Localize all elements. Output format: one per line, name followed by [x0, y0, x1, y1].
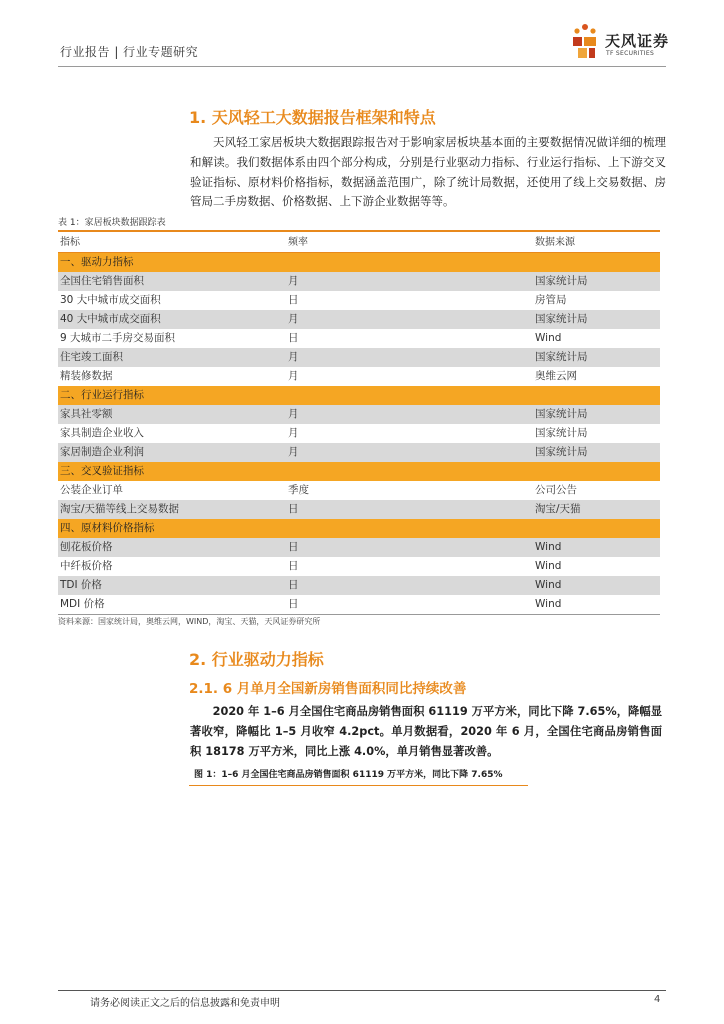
- table-cell: [286, 253, 533, 273]
- section-2-1-paragraph: 2020 年 1–6 月全国住宅商品房销售面积 61119 万平方米，同比下降 7.65%，降幅显著收窄，降幅比 1–5 月收窄 4.2pct。单月数据看，2020 年 6 月，全国住宅商品房销售面积 18178 万平方米，同比上涨 4.0%，单月销售显著改善。: [190, 705, 662, 758]
- table-cell: [286, 519, 533, 538]
- table-bottom-rule: [58, 614, 660, 615]
- column-header: 数据来源: [533, 232, 660, 253]
- table-cell: 日: [288, 560, 299, 572]
- table-cell: Wind: [533, 576, 660, 595]
- table-cell: 日: [288, 294, 299, 306]
- table-cell: Wind: [535, 560, 562, 572]
- table-section-row: [58, 462, 660, 481]
- tf-logo-icon: [567, 22, 603, 60]
- table-cell: 月: [288, 370, 299, 382]
- table-cell: [286, 462, 533, 481]
- logo-chinese-name: 天风证券: [605, 32, 670, 50]
- table-cell: 国家统计局: [533, 443, 660, 462]
- table-cell: 四、原材料价格指标: [58, 519, 286, 538]
- table-cell: 中纤板价格: [60, 560, 113, 572]
- page-number: 4: [654, 994, 661, 1005]
- table-cell: 日: [286, 538, 533, 557]
- table-cell: 月: [286, 405, 533, 424]
- table-cell: [533, 386, 660, 405]
- table-source-note: 资料来源：国家统计局，奥维云网，WIND，淘宝、天猫，天风证券研究所: [58, 617, 321, 626]
- company-logo: [567, 22, 682, 62]
- table-cell: 房管局: [535, 294, 567, 306]
- table-cell: 9 大城市二手房交易面积: [60, 332, 176, 344]
- table-row: [58, 424, 660, 443]
- table-section-row: [58, 386, 660, 405]
- table-cell: 家具社零额: [58, 405, 286, 424]
- table-cell: 国家统计局: [535, 427, 588, 439]
- table-row: [58, 576, 660, 595]
- table-row: [58, 500, 660, 519]
- table-row: [58, 348, 660, 367]
- table-cell: 月: [286, 272, 533, 291]
- table-row: [58, 538, 660, 557]
- table-section-row: [58, 253, 660, 273]
- table-cell: TDI 价格: [58, 576, 286, 595]
- table-cell: 公司公告: [535, 484, 577, 496]
- figure-title-rule: [189, 785, 528, 786]
- table-cell: 30 大中城市成交面积: [60, 294, 161, 306]
- table-cell: 住宅竣工面积: [58, 348, 286, 367]
- table-row: [58, 272, 660, 291]
- table-cell: MDI 价格: [60, 598, 105, 610]
- table-cell: Wind: [533, 538, 660, 557]
- table-cell: [533, 253, 660, 273]
- table-cell: [533, 462, 660, 481]
- table-cell: 公装企业订单: [60, 484, 123, 496]
- table-cell: 国家统计局: [533, 405, 660, 424]
- section-2-heading: 2. 行业驱动力指标: [189, 650, 324, 669]
- table-cell: 一、驱动力指标: [58, 253, 286, 273]
- table-cell: 日: [288, 332, 299, 344]
- table-row: [58, 557, 660, 576]
- footer-disclaimer: 请务必阅读正文之后的信息披露和免责申明: [90, 998, 280, 1009]
- table-row: [58, 310, 660, 329]
- table-cell: 日: [288, 598, 299, 610]
- table-cell: 40 大中城市成交面积: [58, 310, 286, 329]
- table-cell: 二、行业运行指标: [58, 386, 286, 405]
- table-cell: 三、交叉验证指标: [58, 462, 286, 481]
- table-cell: 国家统计局: [533, 310, 660, 329]
- table-cell: 家居制造企业利润: [58, 443, 286, 462]
- table-row: [58, 443, 660, 462]
- table-section-row: [58, 519, 660, 538]
- figure-1-title: 图 1：1–6 月全国住宅商品房销售面积 61119 万平方米，同比下降 7.65%: [194, 770, 503, 780]
- table-row: [58, 367, 660, 386]
- header-divider: [58, 66, 666, 67]
- table-cell: [286, 386, 533, 405]
- table-row: [58, 405, 660, 424]
- section-2-1-heading: 2.1. 6 月单月全国新房销售面积同比持续改善: [189, 681, 467, 697]
- table-row: [58, 481, 660, 500]
- table-cell: 家具制造企业收入: [60, 427, 144, 439]
- column-header: 指标: [58, 232, 286, 253]
- footer-divider: [58, 990, 666, 991]
- table-header-row: [58, 232, 660, 253]
- data-tracking-table: [58, 230, 660, 615]
- column-header: 频率: [286, 232, 533, 253]
- table-cell: 月: [286, 348, 533, 367]
- table-cell: 刨花板价格: [58, 538, 286, 557]
- table-cell: 国家统计局: [533, 272, 660, 291]
- table-title: 表 1：家居板块数据跟踪表: [58, 218, 166, 228]
- table-cell: 月: [288, 427, 299, 439]
- section-1-heading: 1. 天风轻工大数据报告框架和特点: [189, 108, 436, 127]
- table-cell: 季度: [288, 484, 309, 496]
- table-cell: [533, 519, 660, 538]
- table-row: [58, 329, 660, 348]
- table-cell: 月: [286, 443, 533, 462]
- breadcrumb: 行业报告 | 行业专题研究: [60, 45, 199, 59]
- table-cell: 淘宝/天猫: [533, 500, 660, 519]
- table-cell: 奥维云网: [535, 370, 577, 382]
- logo-english-name: TF SECURITIES: [606, 50, 655, 57]
- table-cell: Wind: [535, 598, 562, 610]
- table-cell: 精装修数据: [60, 370, 113, 382]
- section-1-paragraph: 天风轻工家居板块大数据跟踪报告对于影响家居板块基本面的主要数据情况做详细的梳理和解读。我们数据体系由四个部分构成，分别是行业驱动力指标、行业运行指标、上下游交叉验证指标、原材料价格指标，数据涵盖范围广，除了统计局数据，还使用了线上交易数据、房管局二手房数据、价格数据、上下游企业数据等等。: [190, 135, 666, 209]
- table-cell: 月: [286, 310, 533, 329]
- table-cell: 日: [286, 500, 533, 519]
- table-cell: 国家统计局: [533, 348, 660, 367]
- table-cell: 日: [286, 576, 533, 595]
- table-cell: 全国住宅销售面积: [58, 272, 286, 291]
- table-cell: Wind: [535, 332, 562, 344]
- table-cell: 淘宝/天猫等线上交易数据: [58, 500, 286, 519]
- table-row: [58, 595, 660, 614]
- table-row: [58, 291, 660, 310]
